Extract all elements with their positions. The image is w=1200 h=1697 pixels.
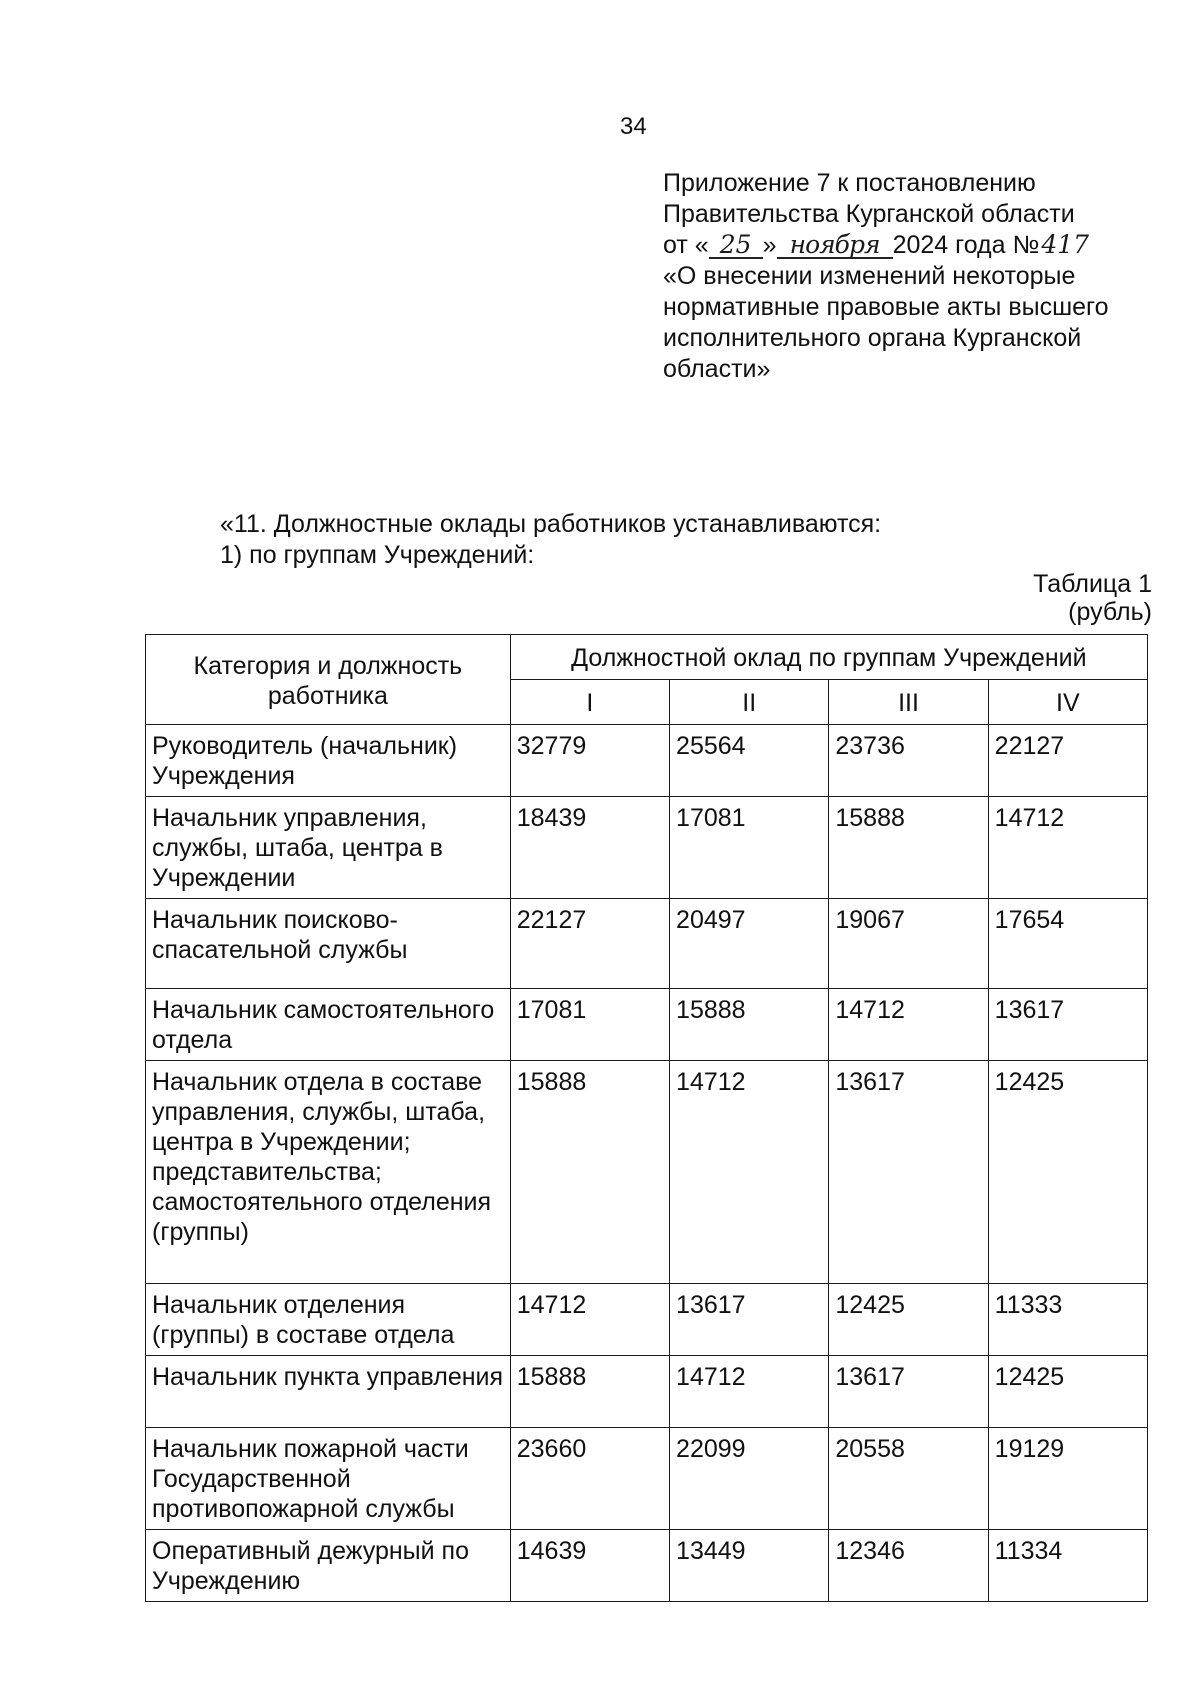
row-value-group-2: 15888	[670, 989, 829, 1061]
row-value-group-1: 23660	[510, 1428, 669, 1530]
appendix-line-7: области»	[663, 355, 771, 383]
date-month-handwritten: ноября	[777, 233, 893, 259]
row-category: Оперативный дежурный по Учреждению	[146, 1530, 511, 1602]
row-value-group-3: 13617	[829, 1356, 988, 1428]
appendix-line-6: исполнительного органа Курганской	[663, 324, 1082, 352]
row-value-group-2: 13449	[670, 1530, 829, 1602]
table-row	[146, 1356, 1148, 1428]
table-row	[146, 1284, 1148, 1356]
appendix-date-line	[663, 230, 1163, 261]
row-value-group-2: 22099	[670, 1428, 829, 1530]
row-value-group-4: 11333	[988, 1284, 1147, 1356]
row-category: Начальник поисково-спасательной службы	[146, 899, 511, 989]
table-title: Таблица 1	[1033, 570, 1152, 598]
row-value-group-1: 15888	[510, 1061, 669, 1284]
row-value-group-1: 14712	[510, 1284, 669, 1356]
row-category: Начальник пункта управления	[146, 1356, 511, 1428]
row-value-group-4: 19129	[988, 1428, 1147, 1530]
header-group-4: IV	[988, 680, 1147, 725]
row-value-group-3: 12425	[829, 1284, 988, 1356]
table-row	[146, 1428, 1148, 1530]
salary-table	[145, 634, 1148, 1602]
date-day-handwritten: 25	[709, 233, 763, 259]
appendix-line-1: Приложение 7 к постановлению	[663, 169, 1036, 197]
row-value-group-3: 15888	[829, 797, 988, 899]
row-value-group-2: 25564	[670, 725, 829, 797]
date-mid: »	[762, 231, 777, 259]
row-value-group-2: 17081	[670, 797, 829, 899]
row-value-group-4: 12425	[988, 1356, 1147, 1428]
row-value-group-3: 14712	[829, 989, 988, 1061]
row-value-group-3: 20558	[829, 1428, 988, 1530]
header-group-2: II	[670, 680, 829, 725]
appendix-line-4: «О внесении изменений некоторые	[663, 262, 1076, 290]
row-category: Начальник отдела в составе управления, службы, штаба, центра в Учреждении; представительства; самостоятельного отделения (группы)	[146, 1061, 511, 1284]
row-value-group-4: 14712	[988, 797, 1147, 899]
appendix-line-5: нормативные правовые акты высшего	[663, 293, 1109, 321]
intro-text	[220, 509, 1120, 571]
row-value-group-3: 23736	[829, 725, 988, 797]
row-value-group-1: 17081	[510, 989, 669, 1061]
row-category: Начальник отделения (группы) в составе отдела	[146, 1284, 511, 1356]
intro-line-1: «11. Должностные оклады работников устанавливаются:	[220, 510, 882, 538]
row-category: Начальник пожарной части Государственной противопожарной службы	[146, 1428, 511, 1530]
row-value-group-1: 18439	[510, 797, 669, 899]
row-value-group-4: 12425	[988, 1061, 1147, 1284]
row-value-group-4: 13617	[988, 989, 1147, 1061]
row-value-group-1: 32779	[510, 725, 669, 797]
date-prefix: от «	[663, 231, 709, 259]
row-value-group-1: 15888	[510, 1356, 669, 1428]
row-value-group-2: 13617	[670, 1284, 829, 1356]
header-group-1: I	[510, 680, 669, 725]
row-value-group-4: 17654	[988, 899, 1147, 989]
row-value-group-2: 20497	[670, 899, 829, 989]
row-category: Начальник самостоятельного отдела	[146, 989, 511, 1061]
row-value-group-3: 13617	[829, 1061, 988, 1284]
row-category: Начальник управления, службы, штаба, центра в Учреждении	[146, 797, 511, 899]
table-unit: (рубль)	[1068, 598, 1152, 626]
table-row	[146, 1061, 1148, 1284]
date-year: 2024 года №	[892, 231, 1040, 259]
table-row	[146, 1530, 1148, 1602]
row-value-group-1: 14639	[510, 1530, 669, 1602]
row-category: Руководитель (начальник) Учреждения	[146, 725, 511, 797]
doc-number-handwritten: 417	[1041, 230, 1090, 259]
table-row	[146, 797, 1148, 899]
page-number: 34	[620, 113, 647, 140]
intro-line-2: 1) по группам Учреждений:	[220, 541, 535, 569]
header-category: Категория и должность работника	[146, 635, 511, 725]
appendix-block	[663, 168, 1163, 385]
table-row	[146, 725, 1148, 797]
table-caption	[1033, 570, 1152, 626]
appendix-line-2: Правительства Курганской области	[663, 200, 1075, 228]
header-group: Должностной оклад по группам Учреждений	[510, 635, 1147, 680]
row-value-group-2: 14712	[670, 1356, 829, 1428]
row-value-group-3: 19067	[829, 899, 988, 989]
row-value-group-4: 22127	[988, 725, 1147, 797]
header-group-3: III	[829, 680, 988, 725]
row-value-group-1: 22127	[510, 899, 669, 989]
row-value-group-4: 11334	[988, 1530, 1147, 1602]
row-value-group-3: 12346	[829, 1530, 988, 1602]
table-row	[146, 899, 1148, 989]
table-row	[146, 989, 1148, 1061]
row-value-group-2: 14712	[670, 1061, 829, 1284]
